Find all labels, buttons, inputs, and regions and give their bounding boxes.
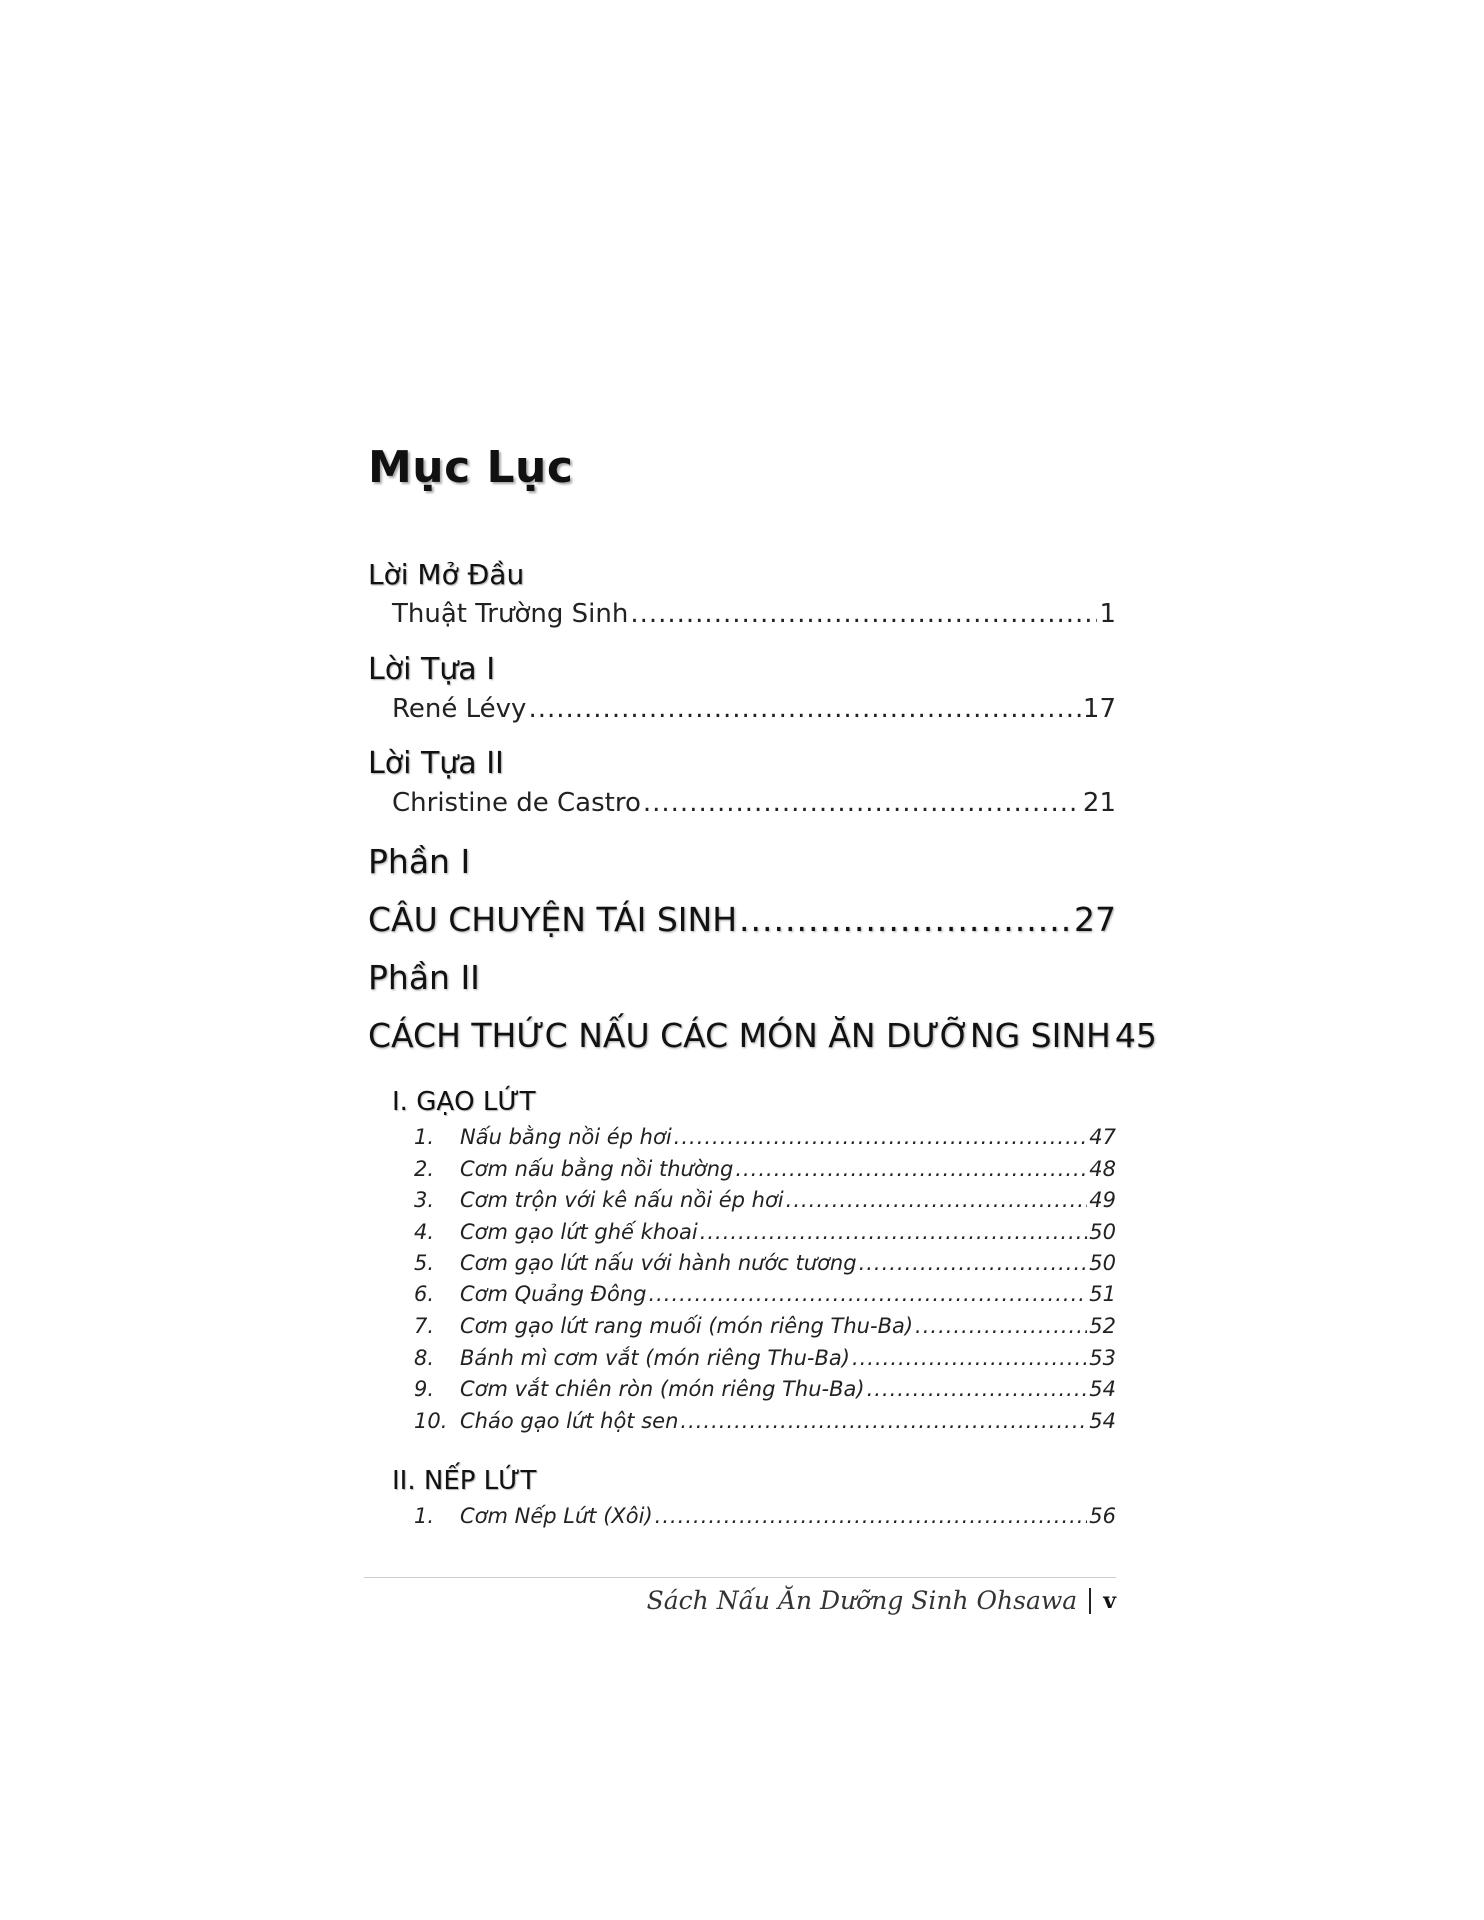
recipe-number: 8. xyxy=(414,1346,435,1370)
front-matter-heading: Lời Mở Đầu xyxy=(368,558,525,591)
dot-leader xyxy=(915,1314,1087,1338)
recipe-page: 54 xyxy=(1089,1377,1116,1401)
part-heading: Phần II xyxy=(368,958,480,997)
recipe-label: Cháo gạo lứt hột sen xyxy=(460,1409,679,1433)
recipe-number: 1. xyxy=(414,1504,435,1528)
recipe-page: 50 xyxy=(1089,1251,1116,1275)
part-title: CÁCH THỨC NẤU CÁC MÓN ĂN DƯỠNG SINH xyxy=(368,1016,1111,1055)
recipe-page: 53 xyxy=(1089,1346,1116,1370)
page-footer xyxy=(647,1586,1116,1615)
recipe-page: 47 xyxy=(1089,1125,1116,1149)
toc-entry xyxy=(392,599,1116,629)
dot-leader xyxy=(739,900,1072,939)
recipe-page: 54 xyxy=(1089,1409,1116,1433)
dot-leader xyxy=(648,1282,1087,1306)
running-footer-title: Sách Nấu Ăn Dưỡng Sinh Ohsawa xyxy=(646,1586,1078,1615)
dot-leader xyxy=(867,1377,1088,1401)
recipe-number: 4. xyxy=(414,1220,435,1244)
recipe-page: 52 xyxy=(1089,1314,1116,1338)
part-heading: Phần I xyxy=(368,842,471,881)
footer-separator xyxy=(1089,1588,1091,1614)
dot-leader xyxy=(859,1251,1088,1275)
recipe-number: 6. xyxy=(414,1282,435,1306)
recipe-page: 49 xyxy=(1089,1188,1116,1212)
dot-leader xyxy=(680,1409,1087,1433)
part-title: CÂU CHUYỆN TÁI SINH xyxy=(368,900,738,939)
recipe-label: Cơm vắt chiên ròn (món riêng Thu-Ba) xyxy=(460,1377,865,1401)
recipe-label: Nấu bằng nồi ép hơi xyxy=(460,1125,672,1149)
recipe-number: 2. xyxy=(414,1157,435,1181)
recipe-number: 5. xyxy=(414,1251,435,1275)
toc-entry-page: 1 xyxy=(1099,599,1116,629)
dot-leader xyxy=(786,1188,1088,1212)
recipe-entry xyxy=(414,1409,1116,1433)
dot-leader xyxy=(674,1125,1088,1149)
recipe-entry xyxy=(414,1157,1116,1181)
recipe-number: 1. xyxy=(414,1125,435,1149)
toc-entry xyxy=(392,788,1116,818)
section-heading: II. NẾP LỨT xyxy=(392,1466,537,1496)
part-page: 45 xyxy=(1114,1016,1157,1055)
toc-entry-page: 17 xyxy=(1082,694,1116,724)
recipe-entry xyxy=(414,1504,1116,1528)
recipe-entry xyxy=(414,1282,1116,1306)
recipe-page: 51 xyxy=(1089,1282,1116,1306)
recipe-entry xyxy=(414,1220,1116,1244)
recipe-number: 10. xyxy=(414,1409,448,1433)
dot-leader xyxy=(528,694,1080,724)
recipe-label: Bánh mì cơm vắt (món riêng Thu-Ba) xyxy=(460,1346,850,1370)
toc-entry-label: René Lévy xyxy=(392,694,527,724)
recipe-entry xyxy=(414,1346,1116,1370)
footer-divider xyxy=(364,1577,1116,1578)
part-page: 27 xyxy=(1074,900,1116,939)
recipe-label: Cơm Nếp Lứt (Xôi) xyxy=(460,1504,653,1528)
recipe-page: 56 xyxy=(1089,1504,1116,1528)
recipe-label: Cơm gạo lứt rang muối (món riêng Thu-Ba) xyxy=(460,1314,914,1338)
page-number: v xyxy=(1103,1587,1116,1614)
recipe-number: 3. xyxy=(414,1188,435,1212)
recipe-entry xyxy=(414,1125,1116,1149)
toc-entry-label: Christine de Castro xyxy=(392,788,641,818)
toc-entry-page: 21 xyxy=(1082,788,1116,818)
recipe-page: 50 xyxy=(1089,1220,1116,1244)
recipe-label: Cơm gạo lứt nấu với hành nước tương xyxy=(460,1251,857,1275)
dot-leader xyxy=(700,1220,1088,1244)
recipe-entry xyxy=(414,1251,1116,1275)
dot-leader xyxy=(852,1346,1087,1370)
part-entry xyxy=(368,1016,1157,1055)
toc-entry-label: Thuật Trường Sinh xyxy=(392,599,629,629)
part-entry xyxy=(368,900,1116,939)
recipe-label: Cơm Quảng Đông xyxy=(460,1282,647,1306)
front-matter-heading: Lời Tựa I xyxy=(368,652,496,687)
recipe-page: 48 xyxy=(1089,1157,1116,1181)
recipe-label: Cơm nấu bằng nồi thường xyxy=(460,1157,734,1181)
dot-leader xyxy=(735,1157,1087,1181)
recipe-entry xyxy=(414,1188,1116,1212)
dot-leader xyxy=(655,1504,1088,1528)
toc-entry xyxy=(392,694,1116,724)
page-title: Mục Lục xyxy=(368,442,574,493)
recipe-entry xyxy=(414,1377,1116,1401)
recipe-number: 7. xyxy=(414,1314,435,1338)
section-heading: I. GẠO LỨT xyxy=(392,1087,536,1117)
dot-leader xyxy=(643,788,1081,818)
recipe-number: 9. xyxy=(414,1377,435,1401)
front-matter-heading: Lời Tựa II xyxy=(368,746,504,781)
recipe-label: Cơm gạo lứt ghế khoai xyxy=(460,1220,698,1244)
recipe-label: Cơm trộn với kê nấu nồi ép hơi xyxy=(460,1188,784,1212)
dot-leader xyxy=(630,599,1097,629)
recipe-entry xyxy=(414,1314,1116,1338)
